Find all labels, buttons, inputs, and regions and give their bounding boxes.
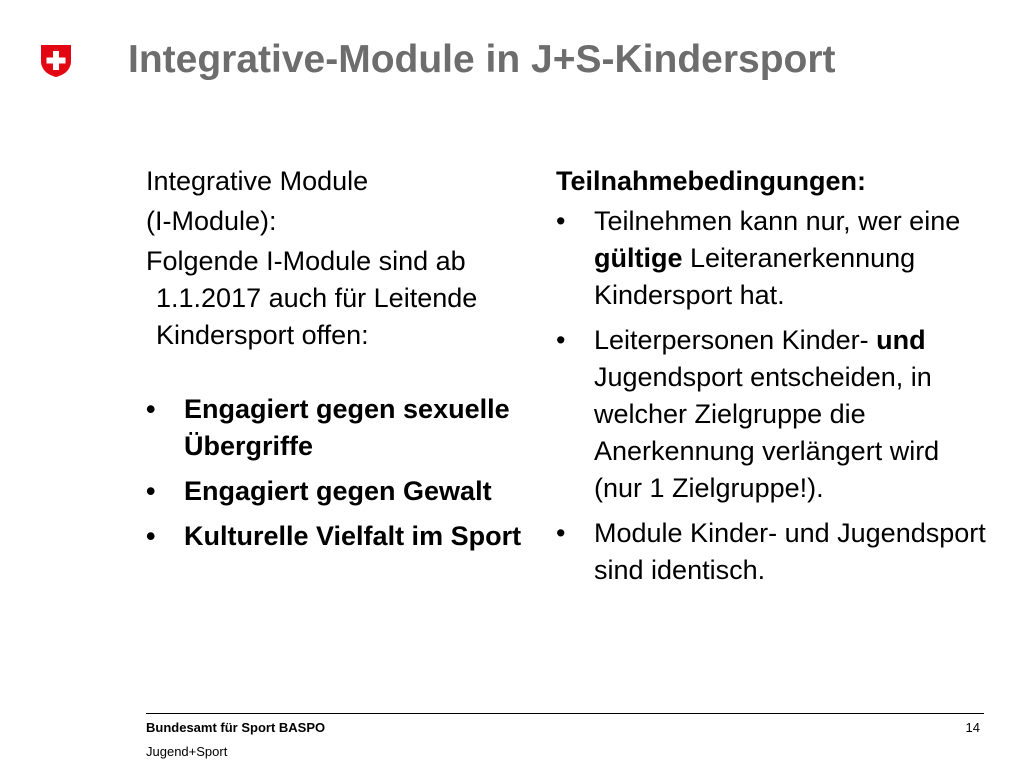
bullet-icon: •	[556, 518, 566, 548]
swiss-flag-icon	[40, 44, 72, 78]
condition-emphasis: und	[876, 325, 926, 355]
left-column	[146, 163, 546, 563]
cross-horizontal	[47, 58, 66, 64]
condition-text-a: Leiterpersonen Kinder-	[594, 325, 877, 355]
footer-divider	[146, 713, 984, 714]
bullet-icon: •	[556, 206, 566, 236]
right-bullet-list	[556, 203, 986, 589]
footer-program: Jugend+Sport	[146, 744, 228, 759]
condition-text-c: Jugendsport entscheiden, in welcher Zielgruppe die Anerkennung verlängert wird (nur 1 Zielgruppe!).	[594, 362, 940, 503]
bullet-icon: •	[146, 476, 156, 506]
condition-text: Module Kinder- und Jugendsport sind identisch.	[594, 518, 986, 585]
condition-emphasis: gültige	[594, 243, 683, 273]
page-title: Integrative-Module in J+S-Kindersport	[128, 38, 836, 81]
list-item	[556, 203, 986, 314]
left-heading-line1: Integrative Module	[146, 166, 369, 196]
list-item	[556, 322, 986, 507]
footer-organization: Bundesamt für Sport BASPO	[146, 720, 326, 735]
bullet-icon: •	[146, 521, 156, 551]
list-item-text: Kulturelle Vielfalt im Sport	[184, 521, 522, 551]
right-column	[556, 163, 986, 597]
condition-text-a: Teilnehmen kann nur, wer eine	[594, 206, 961, 236]
left-intro: Folgende I-Module sind ab 1.1.2017 auch für Leitende Kindersport offen:	[146, 246, 478, 350]
list-item	[146, 473, 546, 510]
right-heading: Teilnahmebedingungen:	[556, 166, 866, 196]
list-item	[146, 391, 546, 465]
list-item	[556, 515, 986, 589]
left-bullet-list	[146, 391, 546, 555]
spacer	[146, 354, 546, 391]
list-item-text: Engagiert gegen sexuelle Übergriffe	[184, 394, 510, 461]
left-heading-line2: (I-Module):	[146, 206, 277, 236]
list-item	[146, 518, 546, 555]
page-number: 14	[965, 720, 980, 735]
condition-text-c: Leiteranerkennung Kindersport hat.	[594, 243, 916, 310]
bullet-icon: •	[146, 394, 156, 424]
list-item-text: Engagiert gegen Gewalt	[184, 476, 492, 506]
bullet-icon: •	[556, 325, 566, 355]
